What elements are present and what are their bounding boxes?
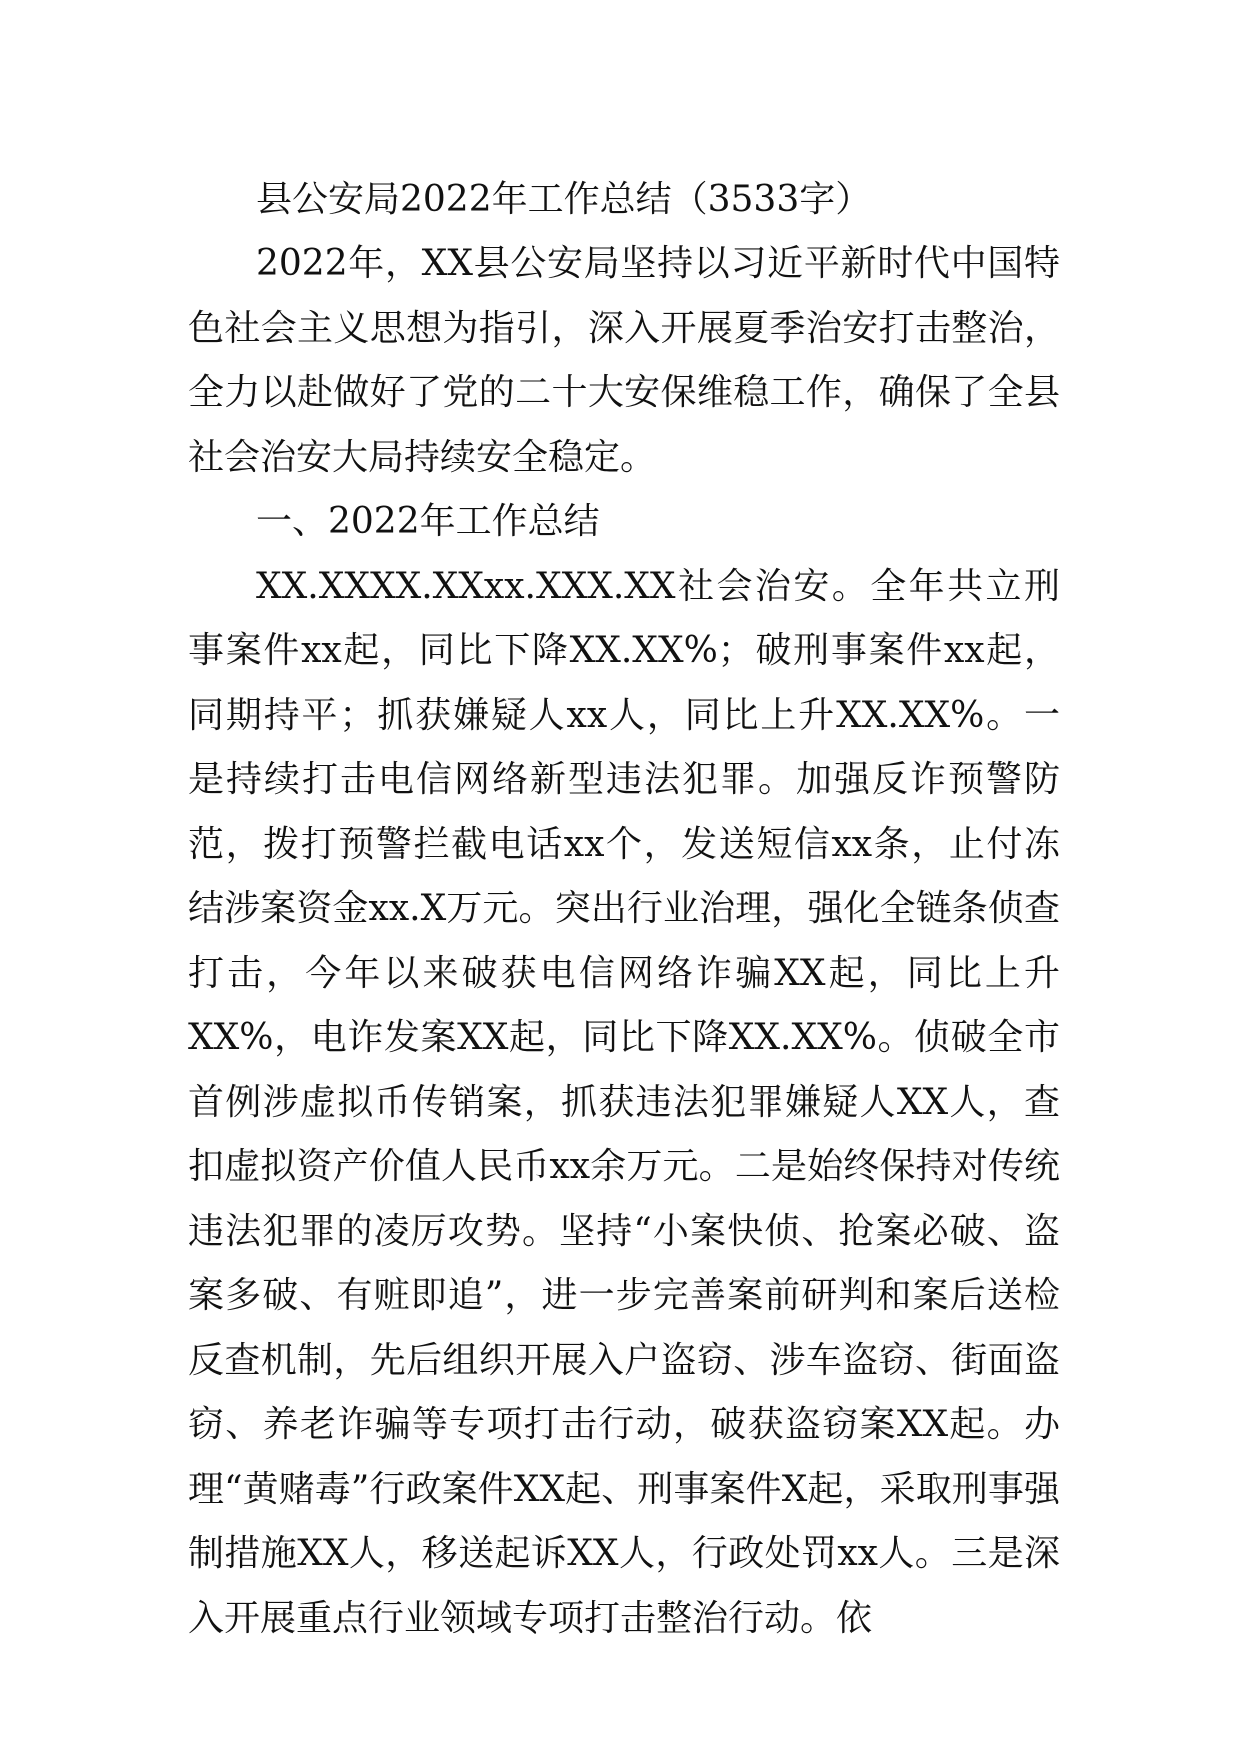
section-heading: 一、2022年工作总结 [256, 501, 600, 542]
document-page [188, 168, 1060, 1651]
intro-paragraph: 2022年，XX县公安局坚持以习近平新时代中国特色社会主义思想为指引，深入开展夏季治安打击整治，全力以赴做好了党的二十大安保维稳工作，确保了全县社会治安大局持续安全稳定。 [188, 243, 1060, 478]
section-paragraph: XX.XXXX.XXxx.XXX.XX社会治安。全年共立刑事案件xx起，同比下降XX.XX%；破刑事案件xx起，同期持平；抓获嫌疑人xx人，同比上升XX.XX%。一是持续打击电信网络新型违法犯罪。加强反诈预警防范，拨打预警拦截电话xx个，发送短信xx条，止付冻结涉案资金xx.X万元。突出行业治理，强化全链条侦查打击，今年以来破获电信网络诈骗XX起，同比上升XX%，电诈发案XX起，同比下降XX.XX%。侦破全市首例涉虚拟币传销案，抓获违法犯罪嫌疑人XX人，查扣虚拟资产价值人民币xx余万元。二是始终保持对传统违法犯罪的凌厉攻势。坚持“小案快侦、抢案必破、盗案多破、有赃即追”，进一步完善案前研判和案后送检反查机制，先后组织开展入户盗窃、涉车盗窃、街面盗窃、养老诈骗等专项打击行动，破获盗窃案XX起。办理“黄赌毒”行政案件XX起、刑事案件X起，采取刑事强制措施XX人，移送起诉XX人，行政处罚xx人。三是深入开展重点行业领域专项打击整治行动。依 [188, 565, 1060, 1639]
document-title: 县公安局2022年工作总结（3533字） [256, 179, 872, 220]
